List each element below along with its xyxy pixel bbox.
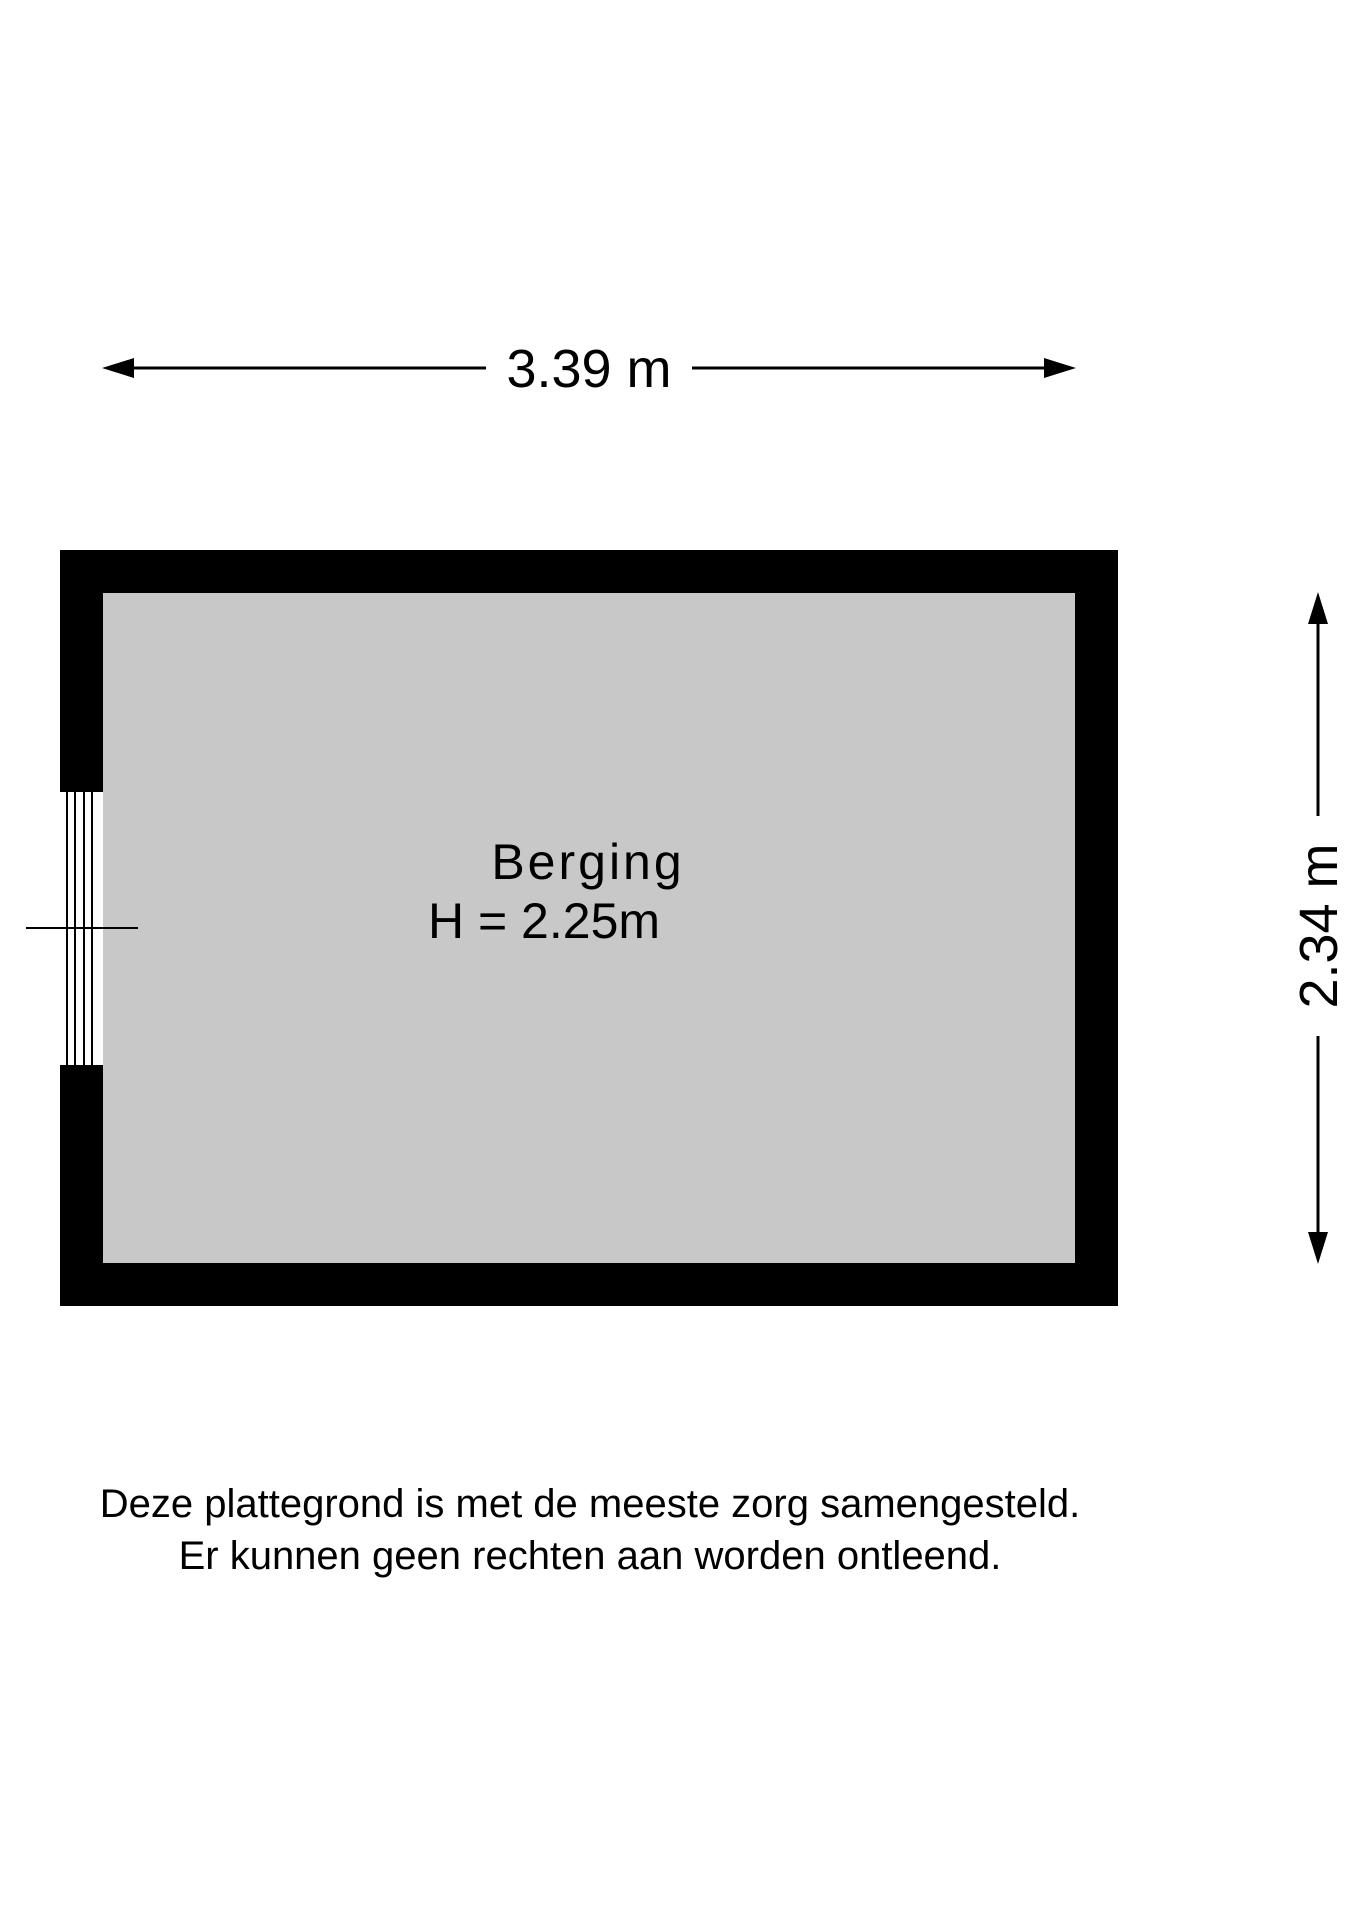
room-name: Berging bbox=[491, 834, 685, 890]
arrow-left-icon bbox=[102, 358, 134, 378]
arrow-right-icon bbox=[1044, 358, 1076, 378]
width-dimension bbox=[102, 339, 1076, 399]
width-label: 3.39 m bbox=[506, 339, 672, 399]
disclaimer-line-2: Er kunnen geen rechten aan worden ontleend. bbox=[178, 1534, 1002, 1578]
disclaimer bbox=[0, 1478, 1180, 1582]
room-height: H = 2.25m bbox=[427, 893, 661, 949]
disclaimer-line-1: Deze plattegrond is met de meeste zorg samengesteld. bbox=[99, 1482, 1081, 1526]
depth-dimension bbox=[1289, 592, 1349, 1264]
arrow-up-icon bbox=[1308, 592, 1328, 624]
arrow-down-icon bbox=[1308, 1232, 1328, 1264]
depth-label: 2.34 m bbox=[1289, 843, 1349, 1009]
